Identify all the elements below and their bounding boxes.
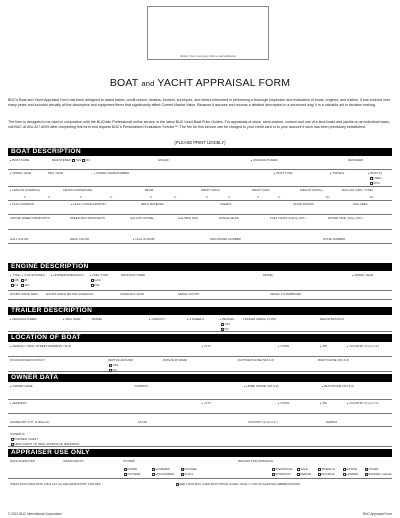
label-trailer-mfg-year: ● MFG YEAR xyxy=(63,317,81,321)
boat-row-2[interactable] xyxy=(8,171,392,187)
section-engine-description: ENGINE DESCRIPTION xyxy=(8,263,392,271)
section-trailer-description: TRAILER DESCRIPTION xyxy=(8,307,392,315)
checkbox-reason-trade-in[interactable]: TRADE-IN xyxy=(318,467,335,471)
checkbox-engine-io[interactable]: I/O xyxy=(11,283,18,287)
label-sleeps: SLEEPS xyxy=(220,202,232,206)
footer-form-name: BUC Appraisal Form xyxy=(362,512,392,516)
checkbox-fuel-dsl[interactable]: DSL xyxy=(91,283,100,287)
checkbox-engine-ob[interactable]: OB xyxy=(11,278,19,282)
label-hull-color: HULL COLOR xyxy=(10,237,29,241)
checkbox-registered-yes[interactable]: YES xyxy=(72,158,81,162)
checkbox-reason-insurance[interactable]: INSURANCE xyxy=(272,467,292,471)
checkbox-new-client[interactable]: NEW CLIENT / IF NEW, SOURCE OF REFERRAL xyxy=(11,442,80,446)
company-logo-box xyxy=(147,6,269,60)
checkbox-depths-no[interactable]: NO xyxy=(109,368,117,372)
label-manufacturer: ● MANUFACTURER xyxy=(251,158,278,162)
abbreviations-note: SEE YOUR BUC USED BOAT PRICE GUIDE, PAGE 1, FOR SUGGESTED ABBREVIATIONS xyxy=(176,482,300,486)
checkbox-reason-donation[interactable]: DONATION xyxy=(272,472,290,476)
label-model-year: ● MODEL YEAR xyxy=(10,171,31,175)
label-daytime-phone: DAYTIME PHONE (W/I & #) xyxy=(238,358,274,362)
label-home-phone: ● HOME PHONE (W/I & #) xyxy=(244,384,278,388)
label-homeport-marina: MARINA xyxy=(326,420,338,424)
label-deck-color: DECK COLOR xyxy=(70,237,90,241)
label-owner-name: ● OWNER NAME xyxy=(10,384,33,388)
please-print-legibly: (PLEASE PRINT LEGIBLY) xyxy=(174,140,226,145)
label-engine-manufacturer: MANUFACTURER xyxy=(121,273,146,277)
owner-row-1[interactable] xyxy=(8,384,392,400)
label-weight: WEIGHT (DISPL.) xyxy=(300,188,324,192)
label-trailer-manufacturer: ● MANUFACTURER xyxy=(10,317,37,321)
label-ballast: BALLAST (LBS / TYPE) xyxy=(342,188,373,192)
label-state-number: STATE NUMBER xyxy=(323,237,346,241)
boat-row-3[interactable]: ● LENGTH (OVERALL) LENGTH WATERLINE BEAM DRAFT (MAX) DRAFT (MIN) WEIGHT (DISPL.) BALLAST (LBS / TYPE) ft. in. ft. in. ft. in. ft. in. ft. in. lbs. lbs. xyxy=(8,188,392,201)
label-length-overall: ● LENGTH (OVERALL) xyxy=(10,188,40,192)
label-owner-company: COMPANY xyxy=(134,384,149,388)
checkbox-engine-jet[interactable]: JET xyxy=(21,283,30,287)
label-designer: DESIGNER xyxy=(348,158,364,162)
label-owner-country: ● COUNTRY (if not U.S.) xyxy=(347,401,379,405)
label-owner-is: OWNER IS: xyxy=(10,432,26,436)
label-reason-for-appraisal: REASON FOR APPRAISAL xyxy=(238,459,274,463)
label-location-zip: ● ZIP xyxy=(320,344,327,348)
location-row-1[interactable] xyxy=(8,344,392,357)
intro-paragraph-1: BUC's Boat and Yacht Appraisal Form has been designed to assist banks, credit unions, dealers, brokers, surveyors, and others interested in performing a thorough inspection and evaluation of boats, engines, and trailers. It has evolved over many years and includes virtually all the descriptive and equipment items that significantly affect Current Market Value. Because it assures and records a detailed description in a structured way, it is a valuable aid to decision making. xyxy=(8,98,391,107)
checkbox-reason-divorce[interactable]: DIVORCE xyxy=(318,472,335,476)
label-top-rig: ● TOP/RIG xyxy=(330,171,344,175)
engine-row-1[interactable] xyxy=(8,273,392,291)
label-state-rooms: STATE ROOMS xyxy=(293,202,314,206)
form-title xyxy=(8,77,392,89)
logo-caption: (Enter Your Company Name and Address) xyxy=(179,54,237,58)
title-yacht: YACHT APPRAISAL FORM xyxy=(157,77,291,89)
label-num-engines: ● # OF ENGINES xyxy=(22,273,45,277)
label-trailer-serial: TRAILER SERIAL # (VIN) xyxy=(243,317,277,321)
label-fuel-tanks: FUEL TANKS (GALS) (NO.) xyxy=(270,216,306,220)
checkbox-stored-outside[interactable]: OUTSIDE xyxy=(124,472,140,476)
checkbox-former-client[interactable]: FORMER CLIENT xyxy=(11,437,38,441)
label-hours-since-overhaul: HOURS SINCE MAJOR OVERHAUL xyxy=(46,292,94,296)
label-length-waterline: LENGTH WATERLINE xyxy=(63,188,93,192)
label-date-slip-name: DATE/SLIP NAME xyxy=(163,358,187,362)
checkbox-stored-inside[interactable]: INSIDE xyxy=(124,467,137,471)
label-registered: REGISTERED xyxy=(52,158,71,162)
checkbox-reason-repair[interactable]: REPAIR xyxy=(297,472,311,476)
label-hull-material: ● HULL MATERIAL xyxy=(10,202,35,206)
owner-row-4[interactable] xyxy=(8,428,392,447)
section-boat-description: BOAT DESCRIPTION xyxy=(8,148,392,156)
boat-row-4[interactable] xyxy=(8,202,392,215)
checkbox-engine-ib[interactable]: IB xyxy=(21,278,27,282)
label-overhaul-date: OVERHAUL DATE xyxy=(120,292,145,296)
label-owner-city: ● CITY xyxy=(202,401,211,405)
checkbox-used[interactable]: USED xyxy=(370,176,381,180)
label-owner-state: ● STATE xyxy=(278,401,289,405)
label-cruise-speed: CRUISE SPEED MPH/KNOTS xyxy=(10,216,50,220)
label-trailer-capacity: ● CAPACITY xyxy=(149,317,166,321)
engine-row-2[interactable] xyxy=(8,292,392,300)
label-draft-max: DRAFT (MAX) xyxy=(201,188,220,192)
label-engine-type: ● TYPE xyxy=(10,273,20,277)
label-location-state: ● STATE xyxy=(278,344,289,348)
checkbox-stored-slip[interactable]: SLIP # xyxy=(181,472,193,476)
label-depths-around: DEPTHS AROUND xyxy=(108,358,133,362)
label-range-miles: RANGE MILES xyxy=(219,216,239,220)
checkbox-brakes-yes[interactable]: YES xyxy=(221,322,230,326)
section-appraiser-use-only: APPRAISER USE ONLY xyxy=(8,449,392,457)
label-stored: STORED xyxy=(123,459,135,463)
label-dockmaster: DOCKMASTER/CONTACT xyxy=(10,358,45,362)
label-speed-max: SPEED MAX MPH/KNOTS xyxy=(70,216,105,220)
checkbox-reason-lender[interactable]: LENDER xyxy=(343,472,358,476)
label-water-tank: WATER TANK (GAL) (NO.) xyxy=(328,216,363,220)
label-location-country: ● COUNTRY (if not U.S.) xyxy=(347,344,379,348)
page-footer xyxy=(8,512,392,516)
appraiser-row-1[interactable] xyxy=(8,459,392,479)
checkbox-stored-covered[interactable]: COVERED xyxy=(152,467,170,471)
label-hull-configuration: ● HULL CONFIGURATION xyxy=(71,202,106,206)
label-location-city: ● CITY xyxy=(202,344,211,348)
label-beam: BEAM xyxy=(145,188,154,192)
label-hin: HIN/HID xyxy=(158,158,169,162)
checkbox-registered-no[interactable]: NO xyxy=(82,158,90,162)
label-horsepower: ● HORSEPOWER EACH xyxy=(51,273,84,277)
label-boat-id: ● BOAT ID xyxy=(368,171,382,175)
label-serial-starboard: SERIAL # STARBOARD xyxy=(270,292,302,296)
label-fuel-type: ● FUEL TYPE xyxy=(90,273,108,277)
title-boat: BOAT xyxy=(109,77,139,89)
mandatory-note: ITEMS INDICATED WITH A BULLET (●) ARE MANDATORY FOR PES xyxy=(10,482,101,486)
label-deck-material: DECK MATERIAL xyxy=(141,202,165,206)
label-engine-model-year: ● MODEL YEAR xyxy=(352,273,373,277)
trailer-row[interactable] xyxy=(8,317,392,332)
checkbox-fuel-gas[interactable]: GAS xyxy=(91,278,101,282)
owner-row-2[interactable] xyxy=(8,401,392,414)
label-homeport-city: HOMEPORT CITY (if different) xyxy=(10,420,50,424)
intro-paragraph-2: The form is designed to be used in conjunction with the BUCValu Professional online service or the latest BUC Used Boat Price Guides. For appraisals of stock, semi-custom, custom and one of a kind boats and yachts on an individual basis, call BUC at 800-327-6929 after completing this form and request BUC's Personalized Evaluation Service™. The fee for this service can be charged to your credit card or to your account if such has been previously established. xyxy=(8,120,390,129)
label-trailer-registration: REGISTRATION # xyxy=(320,317,344,321)
label-gal-mpg-max: GAL/MPG MAX xyxy=(178,216,199,220)
label-boat-type: ● BOAT TYPE xyxy=(274,171,292,175)
location-row-2[interactable] xyxy=(8,358,392,372)
label-owner-zip: ● ZIP xyxy=(320,401,327,405)
label-hull-id: ● HULL ID #/HIN xyxy=(133,237,155,241)
label-trailer-wheels: ● # WHEELS xyxy=(187,317,204,321)
label-mfg-year: MFG YEAR xyxy=(48,171,64,175)
label-trailer-brakes: ● BRAKES xyxy=(220,317,234,321)
checkbox-reason-banker-legal[interactable]: BANKER / LEGAL xyxy=(365,472,392,476)
checkbox-reason-estate[interactable]: ESTATE xyxy=(343,467,357,471)
label-odd-model-number: ODD MODEL NUMBER xyxy=(210,237,241,241)
checkbox-stored-uncovered[interactable]: UNCOVERED xyxy=(152,472,174,476)
owner-row-3[interactable] xyxy=(8,415,392,427)
boat-row-6[interactable] xyxy=(8,231,392,244)
boat-row-1[interactable] xyxy=(8,158,392,170)
checkbox-reason-sale[interactable]: SALE xyxy=(297,467,308,471)
label-boat-name: ● BOAT NAME xyxy=(10,158,29,162)
label-engine-model: MODEL xyxy=(263,273,274,277)
footer-copyright: © 2010 BUC International Corporation xyxy=(8,512,62,516)
label-marina-address: ● MARINA / YARD / STREET ADDRESS / SLIP xyxy=(10,344,71,348)
label-homeport-state: STATE xyxy=(138,420,147,424)
checkbox-stored-docked[interactable]: DOCKED xyxy=(181,467,197,471)
checkbox-brakes-no[interactable]: NO xyxy=(221,327,229,331)
label-model-name: ● MODEL NAME/NUMBER xyxy=(94,171,129,175)
label-inspected-by: INSPECTED BY xyxy=(63,459,85,463)
label-owner-address: ● ADDRESS xyxy=(10,401,26,405)
label-date-inspected: DATE INSPECTED xyxy=(10,459,35,463)
label-hours-since-new: HOURS SINCE NEW xyxy=(10,292,38,296)
section-location-of-boat: LOCATION OF BOAT xyxy=(8,334,392,342)
title-and: and xyxy=(141,79,155,88)
label-serial-port: SERIAL # PORT xyxy=(178,292,200,296)
label-sail-area: SAIL AREA xyxy=(353,202,368,206)
label-bus-phone: ● BUS PHONE (W/I & #) xyxy=(322,384,354,388)
checkbox-depths-yes[interactable]: YES xyxy=(109,363,118,367)
label-trailer-model: MODEL xyxy=(92,317,103,321)
label-boat-phone: BOAT PHONE (W/I & #) xyxy=(318,358,349,362)
label-homeport-country: COUNTRY (if not U.S.) xyxy=(248,420,278,424)
section-owner-data: OWNER DATA xyxy=(8,374,392,382)
checkbox-doc[interactable]: DOC xyxy=(370,181,380,185)
boat-row-5[interactable] xyxy=(8,216,392,230)
checkbox-reason-other[interactable]: OTHER xyxy=(365,467,379,471)
label-draft-min: DRAFT (MIN) xyxy=(252,188,270,192)
label-gallon-cruise: GALLON CRUISE xyxy=(130,216,154,220)
